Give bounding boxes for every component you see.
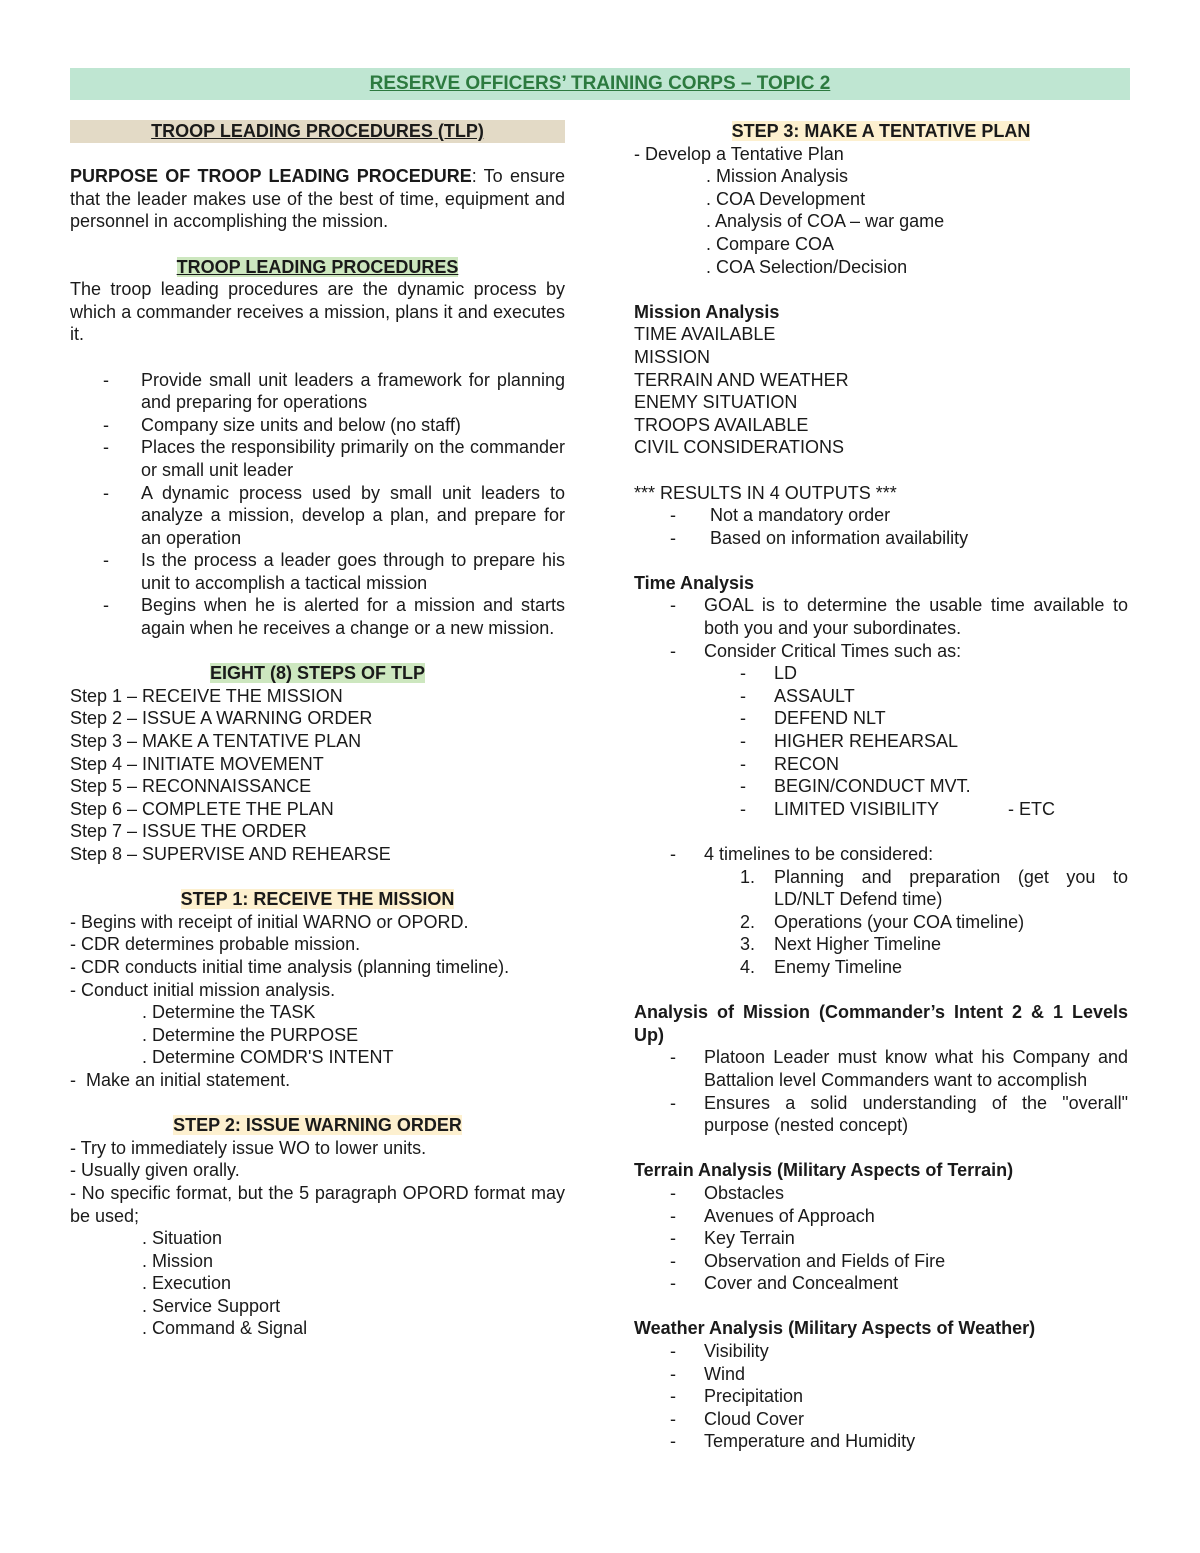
list-item: - HIGHER REHEARSAL	[634, 730, 1128, 753]
list-item: - Conduct initial mission analysis.	[70, 979, 336, 1000]
procedures-heading: TROOP LEADING PROCEDURES	[176, 256, 459, 277]
list-item: - Consider Critical Times such as:	[634, 640, 1128, 663]
list-item: - Cloud Cover	[634, 1408, 1128, 1431]
list-item: - LIMITED VISIBILITY - ETC	[634, 798, 1128, 821]
weather-heading: Weather Analysis (Military Aspects of Weather)	[634, 1318, 1036, 1339]
list-item: TERRAIN AND WEATHER	[634, 369, 849, 390]
list-item: - Ensures a solid understanding of the "overall" purpose (nested concept)	[634, 1092, 1128, 1137]
list-item: . Execution	[142, 1273, 232, 1294]
list-item: 4. Enemy Timeline	[740, 956, 903, 977]
mission-analysis-heading: Mission Analysis	[634, 301, 780, 322]
list-item: - Begins when he is alerted for a mission and starts again when he receives a change or a new mission.	[70, 594, 565, 639]
list-item: . Determine COMDR'S INTENT	[142, 1047, 394, 1068]
list-item: - GOAL is to determine the usable time available to both you and your subordinates.	[634, 594, 1128, 639]
timelines-intro-list	[634, 843, 1128, 866]
list-item: . Determine the PURPOSE	[142, 1024, 359, 1045]
list-item: - CDR determines probable mission.	[70, 934, 361, 955]
list-item: - Try to immediately issue WO to lower units.	[70, 1137, 427, 1158]
list-item: - ASSAULT	[634, 685, 1128, 708]
list-item: . COA Development	[706, 188, 866, 209]
list-item: CIVIL CONSIDERATIONS	[634, 437, 845, 458]
list-item: - Develop a Tentative Plan	[634, 143, 844, 164]
list-item: . Determine the TASK	[142, 1002, 316, 1023]
time-analysis-heading: Time Analysis	[634, 572, 755, 593]
list-item: TROOPS AVAILABLE	[634, 414, 809, 435]
list-item: - Based on information availability	[634, 527, 1128, 550]
list-item: - Key Terrain	[634, 1227, 1128, 1250]
steps-list	[70, 685, 565, 866]
list-item: Step 7 – ISSUE THE ORDER	[70, 821, 307, 842]
list-item: Step 6 – COMPLETE THE PLAN	[70, 798, 334, 819]
list-item: 1. Planning and preparation (get you to LD/NLT Defend time)	[740, 866, 1128, 910]
list-item: - Wind	[634, 1363, 1128, 1386]
procedures-text: The troop leading procedures are the dynamic process by which a commander receives a mission, plans it and executes it.	[70, 279, 565, 345]
right-column	[634, 120, 1128, 1453]
list-item: - Visibility	[634, 1340, 1128, 1363]
list-item: - No specific format, but the 5 paragraph OPORD format may be used;	[70, 1182, 565, 1226]
list-item: . Command & Signal	[142, 1318, 308, 1339]
list-item: - Company size units and below (no staff)	[70, 414, 565, 437]
etc-label: - ETC	[1008, 798, 1055, 819]
steps-heading: EIGHT (8) STEPS OF TLP	[209, 663, 425, 684]
list-item: 3. Next Higher Timeline	[740, 934, 942, 955]
list-item: TIME AVAILABLE	[634, 324, 776, 345]
weather-list	[634, 1340, 1128, 1453]
list-item: - Precipitation	[634, 1385, 1128, 1408]
list-item: - LD	[634, 662, 1128, 685]
list-item: - CDR conducts initial time analysis (planning timeline).	[70, 956, 510, 977]
critical-times-list	[634, 662, 1128, 820]
results-list	[634, 504, 1128, 549]
list-item: - Obstacles	[634, 1182, 1128, 1205]
list-item: - Begins with receipt of initial WARNO or OPORD.	[70, 911, 469, 932]
list-item: MISSION	[634, 346, 711, 367]
list-item: - Observation and Fields of Fire	[634, 1250, 1128, 1273]
list-item: - 4 timelines to be considered:	[634, 843, 1128, 866]
terrain-list	[634, 1182, 1128, 1295]
list-item: . Situation	[142, 1228, 223, 1249]
list-item: - RECON	[634, 753, 1128, 776]
list-item: - Usually given orally.	[70, 1160, 240, 1181]
page-title: RESERVE OFFICERS’ TRAINING CORPS – TOPIC 2	[70, 68, 1130, 100]
left-column	[70, 120, 565, 1340]
step1-heading: STEP 1: RECEIVE THE MISSION	[180, 889, 455, 910]
step2-heading: STEP 2: ISSUE WARNING ORDER	[173, 1115, 462, 1136]
list-item: - BEGIN/CONDUCT MVT.	[634, 775, 1128, 798]
results-line: *** RESULTS IN 4 OUTPUTS ***	[634, 482, 897, 503]
list-item: Step 1 – RECEIVE THE MISSION	[70, 685, 343, 706]
purpose-text: : To ensure that the leader makes use of the best of time, equipment and personnel in accomplishing the mission.	[70, 166, 565, 232]
list-item: Step 5 – RECONNAISSANCE	[70, 776, 312, 797]
analysis-mission-heading: Analysis of Mission (Commander’s Intent 2 & 1 Levels Up)	[634, 1002, 1128, 1045]
list-item: Step 4 – INITIATE MOVEMENT	[70, 753, 324, 774]
timelines-list	[634, 866, 1128, 979]
tlp-heading: TROOP LEADING PROCEDURES (TLP)	[70, 120, 565, 143]
list-item: - Make an initial statement.	[70, 1069, 291, 1090]
time-analysis-list	[634, 594, 1128, 662]
list-item: . Service Support	[142, 1295, 281, 1316]
analysis-mission-list	[634, 1046, 1128, 1136]
list-item: - Cover and Concealment	[634, 1272, 1128, 1295]
list-item: 2. Operations (your COA timeline)	[740, 911, 1025, 932]
list-item: ENEMY SITUATION	[634, 392, 798, 413]
list-item: Step 8 – SUPERVISE AND REHEARSE	[70, 844, 391, 864]
list-item: Step 2 – ISSUE A WARNING ORDER	[70, 708, 373, 729]
purpose-paragraph	[70, 165, 565, 233]
list-item: Step 3 – MAKE A TENTATIVE PLAN	[70, 731, 362, 752]
list-item: - Temperature and Humidity	[634, 1430, 1128, 1453]
list-item: - A dynamic process used by small unit leaders to analyze a mission, develop a plan, and prepare for an operation	[70, 482, 565, 550]
list-item: . Analysis of COA – war game	[706, 211, 945, 232]
list-item: - Is the process a leader goes through to prepare his unit to accomplish a tactical mission	[70, 549, 565, 594]
list-item: - Places the responsibility primarily on the commander or small unit leader	[70, 436, 565, 481]
terrain-heading: Terrain Analysis (Military Aspects of Terrain)	[634, 1160, 1014, 1181]
list-item: - Provide small unit leaders a framework for planning and preparing for operations	[70, 369, 565, 414]
list-item: . Mission	[142, 1250, 214, 1271]
list-item: - Platoon Leader must know what his Company and Battalion level Commanders want to accomplish	[634, 1046, 1128, 1091]
list-item: . Mission Analysis	[706, 166, 849, 187]
list-item: - DEFEND NLT	[634, 707, 1128, 730]
list-item: . COA Selection/Decision	[706, 256, 908, 277]
step3-heading: STEP 3: MAKE A TENTATIVE PLAN	[731, 121, 1031, 141]
list-item: - Avenues of Approach	[634, 1205, 1128, 1228]
list-item: - Not a mandatory order	[634, 504, 1128, 527]
tlp-bullet-list	[70, 369, 565, 640]
purpose-label: PURPOSE OF TROOP LEADING PROCEDURE	[70, 166, 472, 187]
list-item: . Compare COA	[706, 233, 835, 254]
